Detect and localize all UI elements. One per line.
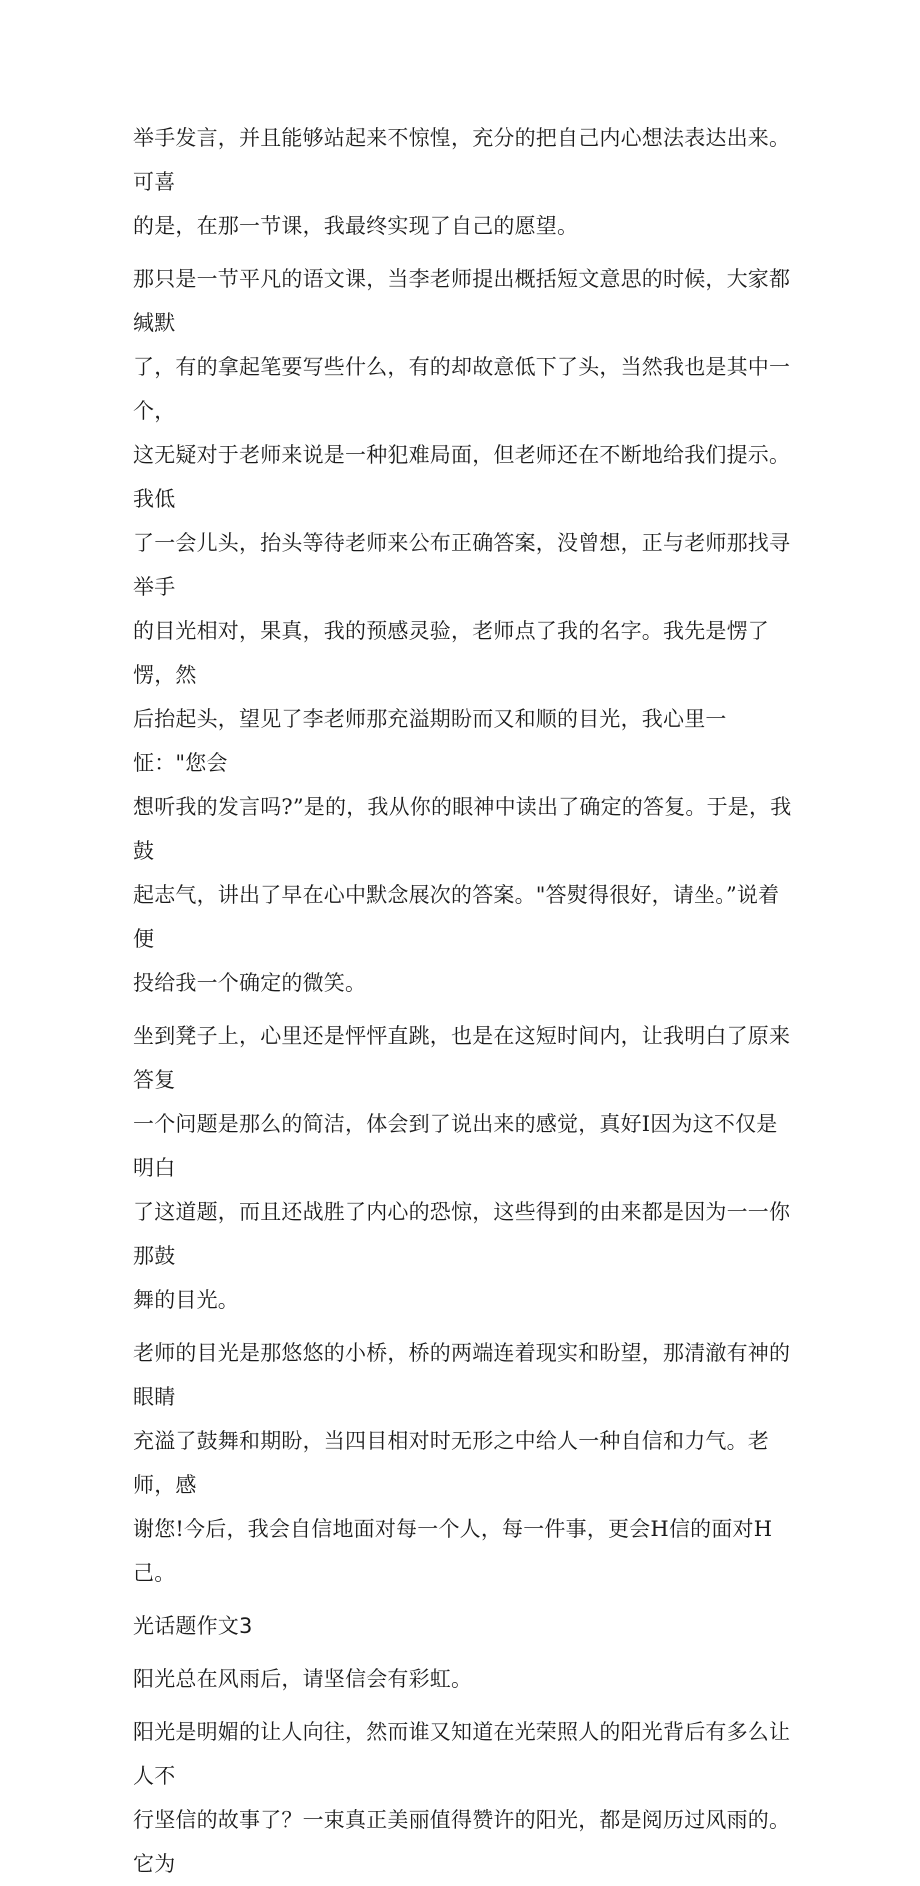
document-body <box>133 116 793 1886</box>
paragraph: 阳光是明媚的让人向往，然而谁又知道在光荣照人的阳光背后有多么让人不 行坚信的故事了？一束真正美丽值得赞许的阳光，都是阅历过风雨的。它为 <box>133 1720 791 1876</box>
paragraph: 阳光总在风雨后，请坚信会有彩虹。 <box>133 1667 473 1691</box>
paragraph: 老师的目光是那悠悠的小桥，桥的两端连着现实和盼望，那清澈有神的眼睛 充溢了鼓舞和期盼，当四目相对时无形之中给人一种自信和力气。老师，感 谢您!今后，我会自信地面对每一个人，每一件事，更会H信的面对H己。 <box>133 1341 791 1585</box>
paragraph: 举手发言，并且能够站起来不惊惶，充分的把自己内心想法表达出来。可喜 的是，在那一节课，我最终实现了自己的愿望。 <box>133 126 791 238</box>
section-heading: 光话题作文3 <box>133 1614 253 1638</box>
paragraph: 那只是一节平凡的语文课，当李老师提出概括短文意思的时候，大家都缄默 了，有的拿起笔要写些什么，有的却故意低下了头，当然我也是其中一个， 这无疑对于老师来说是一种犯难局面，但老师还在不断地给我们提示。我低 了一会儿头，抬头等待老师来公布正确答案，没曾想，正与老师那找寻举手 的目光相对，果真，我的预感灵验，老师点了我的名字。我先是愣了愣，然 后抬起头，望见了李老师那充溢期盼而又和顺的目光，我心里一怔："您会 想听我的发言吗?”是的，我从你的眼神中读出了确定的答复。于是，我鼓 起志气，讲出了早在心中默念展次的答案。"答熨得很好，请坐。”说着便 投给我一个确定的微笑。 <box>133 267 792 995</box>
paragraph: 坐到凳子上，心里还是怦怦直跳，也是在这短时间内，让我明白了原来答复 一个问题是那么的简洁，体会到了说出来的感觉，真好I因为这不仅是明白 了这道题，而且还战胜了内心的恐惊，这些得到的由来都是因为一一你那鼓 舞的目光。 <box>133 1024 791 1312</box>
